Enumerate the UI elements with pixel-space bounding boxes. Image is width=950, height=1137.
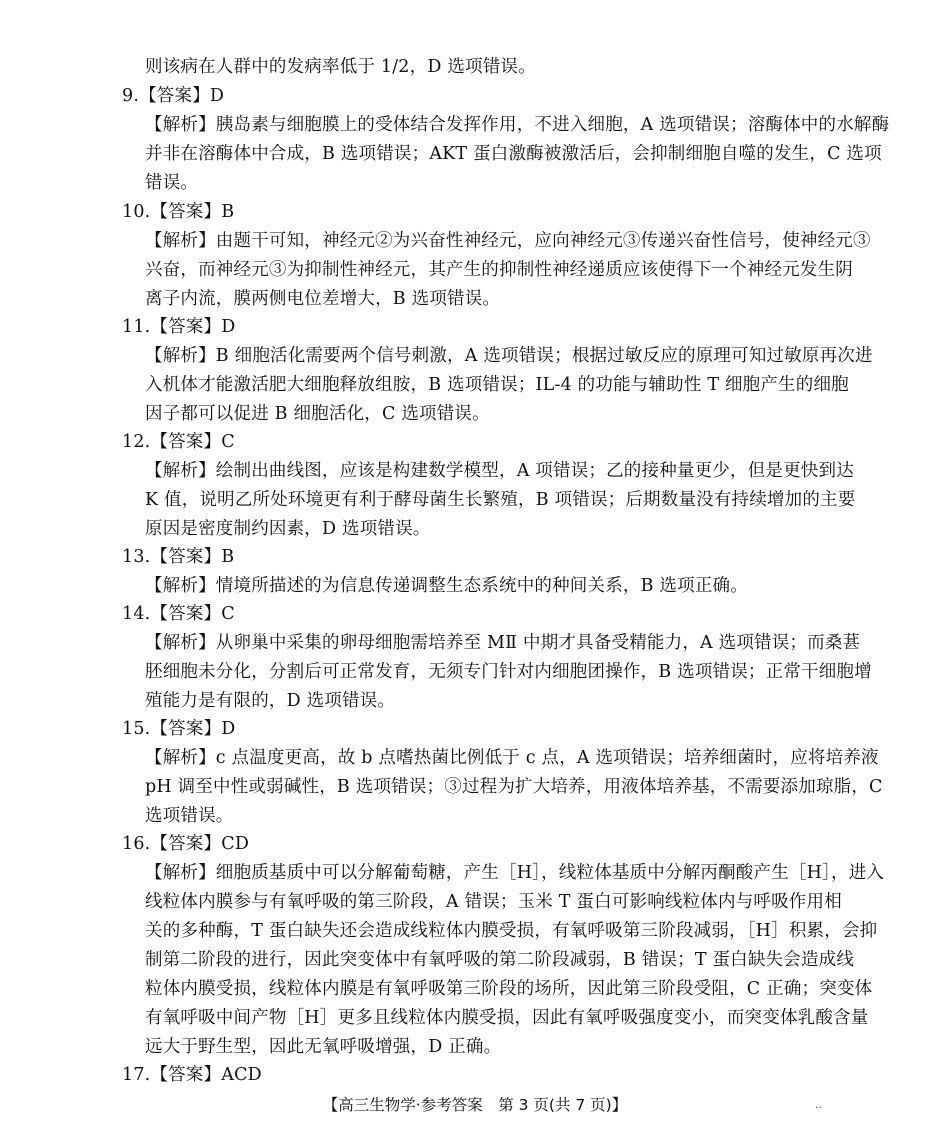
text-line: 并非在溶酶体中合成，B 选项错误；AKT 蛋白激酶被激活后，会抑制细胞自噬的发生，C 选项 — [145, 144, 882, 164]
answer-heading-11: 11.【答案】D — [122, 317, 236, 337]
text-line: 【解析】c 点温度更高，故 b 点嗜热菌比例低于 c 点，A 选项错误；培养细菌时，应将培养液 — [145, 748, 879, 768]
text-line: 原因是密度制约因素，D 选项错误。 — [145, 519, 431, 539]
text-line: 线粒体内膜参与有氧呼吸的第三阶段，A 错误；玉米 T 蛋白可影响线粒体内与呼吸作用相 — [145, 892, 842, 912]
corner-mark: .. — [815, 1098, 822, 1111]
page-footer: 【高三生物学·参考答案 第 3 页(共 7 页)】 — [322, 1096, 628, 1114]
answer-heading-15: 15.【答案】D — [122, 719, 236, 739]
text-line: 殖能力是有限的，D 选项错误。 — [145, 691, 396, 711]
text-line: pH 调至中性或弱碱性，B 选项错误；③过程为扩大培养，用液体培养基，不需要添加琼脂，C — [145, 777, 883, 797]
answer-heading-17: 17.【答案】ACD — [122, 1065, 262, 1085]
text-line: 【解析】细胞质基质中可以分解葡萄糖，产生［H］，线粒体基质中分解丙酮酸产生［H］，进入 — [145, 863, 885, 883]
text-line: 入机体才能激活肥大细胞释放组胺，B 选项错误；IL-4 的功能与辅助性 T 细胞产生的细胞 — [145, 375, 849, 395]
text-line: 有氧呼吸中间产物［H］更多且线粒体内膜受损，因此有氧呼吸强度变小，而突变体乳酸含量 — [145, 1008, 869, 1028]
text-line: 关的多种酶，T 蛋白缺失还会造成线粒体内膜受损，有氧呼吸第三阶段减弱，［H］积累，会抑 — [145, 921, 878, 941]
answer-heading-14: 14.【答案】C — [122, 604, 235, 624]
text-line: 选项错误。 — [145, 806, 234, 826]
answer-heading-16: 16.【答案】CD — [122, 834, 250, 854]
text-line: 兴奋，而神经元③为抑制性神经元，其产生的抑制性神经递质应该使得下一个神经元发生阴 — [145, 260, 853, 280]
answer-heading-10: 10.【答案】B — [122, 202, 235, 222]
answer-heading-13: 13.【答案】B — [122, 547, 235, 567]
text-line: 胚细胞未分化，分割后可正常发育，无须专门针对内细胞团操作，B 选项错误；正常干细胞增 — [145, 662, 872, 682]
text-line: 因子都可以促进 B 细胞活化，C 选项错误。 — [145, 404, 490, 424]
answer-heading-12: 12.【答案】C — [122, 432, 235, 452]
text-line: 离子内流，膜两侧电位差增大，B 选项错误。 — [145, 289, 501, 309]
text-line: K 值，说明乙所处环境更有利于酵母菌生长繁殖，B 项错误；后期数量没有持续增加的主要 — [145, 490, 856, 510]
text-line: 【解析】由题干可知，神经元②为兴奋性神经元，应向神经元③传递兴奋性信号，使神经元③ — [145, 231, 871, 251]
text-line: 【解析】从卵巢中采集的卵母细胞需培养至 MⅡ 中期才具备受精能力，A 选项错误；而桑葚 — [145, 633, 861, 653]
text-line: 远大于野生型，因此无氧呼吸增强，D 正确。 — [145, 1037, 502, 1057]
text-line: 【解析】绘制出曲线图，应该是构建数学模型，A 项错误；乙的接种量更少，但是更快到达 — [145, 461, 854, 481]
text-line: 【解析】胰岛素与细胞膜上的受体结合发挥作用，不进入细胞，A 选项错误；溶酶体中的水解酶 — [145, 115, 890, 135]
text-line: 【解析】情境所描述的为信息传递调整生态系统中的种间关系，B 选项正确。 — [145, 576, 748, 596]
text-line: 则该病在人群中的发病率低于 1/2，D 选项错误。 — [145, 57, 536, 77]
text-line: 制第二阶段的进行，因此突变体中有氧呼吸的第二阶段减弱，B 错误；T 蛋白缺失会造成线 — [145, 950, 855, 970]
answer-heading-9: 9.【答案】D — [122, 86, 225, 106]
text-line: 粒体内膜受损，线粒体内膜是有氧呼吸第三阶段的场所，因此第三阶段受阻，C 正确；突变体 — [145, 979, 873, 999]
text-line: 错误。 — [145, 173, 199, 193]
text-line: 【解析】B 细胞活化需要两个信号刺激，A 选项错误；根据过敏反应的原理可知过敏原再次进 — [145, 346, 873, 366]
